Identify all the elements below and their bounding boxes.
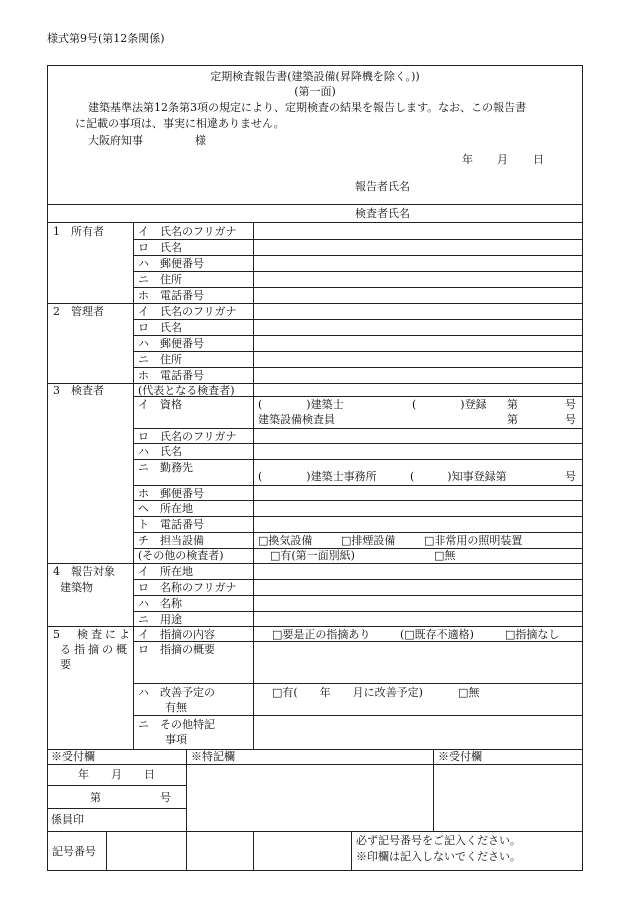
manager-address-label: ニ 住所: [138, 353, 182, 366]
other-notes-label: ニ その他特記: [138, 718, 215, 731]
owner-postal-label: ハ 郵便番号: [138, 257, 204, 270]
findings-summary-label: ロ 指摘の概要: [138, 643, 215, 656]
other-inspectors-label: (その他の検査者): [138, 549, 224, 562]
governor-registration-suffix: 号: [565, 470, 576, 483]
form-number: 様式第9号(第12条関係): [47, 32, 165, 45]
improvement-plan-label-2: 有無: [165, 701, 187, 714]
assigned-equipment-label: チ 担当設備: [138, 534, 204, 547]
inspector-phone-label: ト 電話番号: [138, 518, 204, 531]
qualification-label: イ 資格: [138, 398, 182, 411]
inspector-address-label: ヘ 所在地: [138, 502, 193, 515]
building-section-title-2: 建築物: [60, 581, 93, 594]
registration-type: ( )登録: [412, 398, 487, 411]
reception-number-prefix: 第: [90, 791, 101, 804]
addressee-honorific: 様: [195, 134, 206, 147]
emergency-lighting-checkbox[interactable]: □非常用の照明装置: [424, 534, 523, 547]
date-day: 日: [533, 153, 544, 166]
intro-line-2: に記載の事項は、事実に相違ありません。: [75, 117, 285, 130]
no-findings-checkbox[interactable]: □指摘なし: [505, 628, 560, 641]
other-inspectors-yes-checkbox[interactable]: □有(第一面別紙): [270, 549, 355, 562]
improvement-plan-label: ハ 改善予定の: [138, 686, 215, 699]
qualification-no-suffix: 号: [565, 398, 576, 411]
findings-section-title: 5 検査によ: [53, 628, 133, 641]
existing-nonconforming-checkbox[interactable]: (□既存不適格): [400, 628, 474, 641]
intro-line-1: 建築基準法第12条第3項の規定により、定期検査の結果を報告します。なお、この報告書: [88, 101, 527, 114]
owner-section-title: 1 所有者: [53, 225, 104, 238]
building-name-label: ハ 名称: [138, 597, 182, 610]
governor-registration: ( )知事登録第: [410, 470, 507, 483]
owner-phone-label: ホ 電話番号: [138, 289, 204, 302]
building-use-label: ニ 用途: [138, 613, 182, 626]
form-title: 定期検査報告書(建築設備(昇降機を除く。)): [210, 70, 420, 83]
inspector-postal-label: ホ 郵便番号: [138, 487, 204, 500]
findings-section-title-3: 要: [60, 658, 71, 671]
manager-section-title: 2 管理者: [53, 305, 104, 318]
inspector-section-title: 3 検査者: [53, 384, 104, 397]
reporter-name-label: 報告者氏名: [355, 180, 410, 193]
manager-name-label: ロ 氏名: [138, 321, 182, 334]
building-section-title: 4 報告対象: [53, 565, 115, 578]
addressee: 大阪府知事: [88, 134, 143, 147]
findings-section-title-2: る指摘の概: [60, 643, 130, 656]
equipment-inspector-no-prefix: 第: [507, 413, 518, 426]
instruction-note-2: ※印欄は記入しないでください。: [356, 850, 521, 863]
inspector-furigana-label: ロ 氏名のフリガナ: [138, 430, 237, 443]
owner-name-label: ロ 氏名: [138, 241, 182, 254]
architect-class: ( )建築士: [258, 398, 344, 411]
building-location-label: イ 所在地: [138, 565, 193, 578]
report-form: [47, 65, 583, 871]
improvement-yes-checkbox[interactable]: □有( 年 月に改善予定): [272, 686, 423, 699]
manager-phone-label: ホ 電話番号: [138, 369, 204, 382]
form-subtitle: (第一面): [294, 85, 336, 98]
building-furigana-label: ロ 名称のフリガナ: [138, 581, 237, 594]
equipment-inspector-no-suffix: 号: [565, 413, 576, 426]
findings-content-label: イ 指摘の内容: [138, 628, 215, 641]
manager-postal-label: ハ 郵便番号: [138, 337, 204, 350]
reception-label: ※受付欄: [51, 750, 95, 763]
owner-address-label: ニ 住所: [138, 273, 182, 286]
manager-furigana-label: イ 氏名のフリガナ: [138, 305, 237, 318]
equipment-inspector: 建築設備検査員: [258, 413, 335, 426]
other-notes-label-2: 事項: [165, 733, 187, 746]
reception-date: 年 月 日: [78, 768, 155, 781]
architect-office: ( )建築士事務所: [258, 470, 377, 483]
inspector-name-label2: ハ 氏名: [138, 445, 182, 458]
ventilation-checkbox[interactable]: □換気設備: [258, 534, 313, 547]
reception-number-suffix: 号: [160, 791, 171, 804]
other-inspectors-no-checkbox[interactable]: □無: [434, 549, 456, 562]
owner-furigana-label: イ 氏名のフリガナ: [138, 225, 237, 238]
improvement-no-checkbox[interactable]: □無: [458, 686, 480, 699]
code-number-label: 記号番号: [52, 845, 96, 858]
instruction-note-1: 必ず記号番号をご記入ください。: [356, 834, 521, 847]
date-year: 年: [462, 153, 473, 166]
smoke-exhaust-checkbox[interactable]: □排煙設備: [341, 534, 396, 547]
representative-inspector-label: (代表となる検査者): [138, 384, 235, 397]
inspector-name-label: 検査者氏名: [355, 207, 410, 220]
qualification-no-prefix: 第: [507, 398, 518, 411]
workplace-label: ニ 勤務先: [138, 461, 193, 474]
staff-seal-label: 係員印: [51, 813, 84, 826]
date-month: 月: [497, 153, 508, 166]
special-notes-label: ※特記欄: [191, 750, 235, 763]
reception-label-2: ※受付欄: [438, 750, 482, 763]
correction-required-checkbox[interactable]: □要是正の指摘あり: [272, 628, 371, 641]
